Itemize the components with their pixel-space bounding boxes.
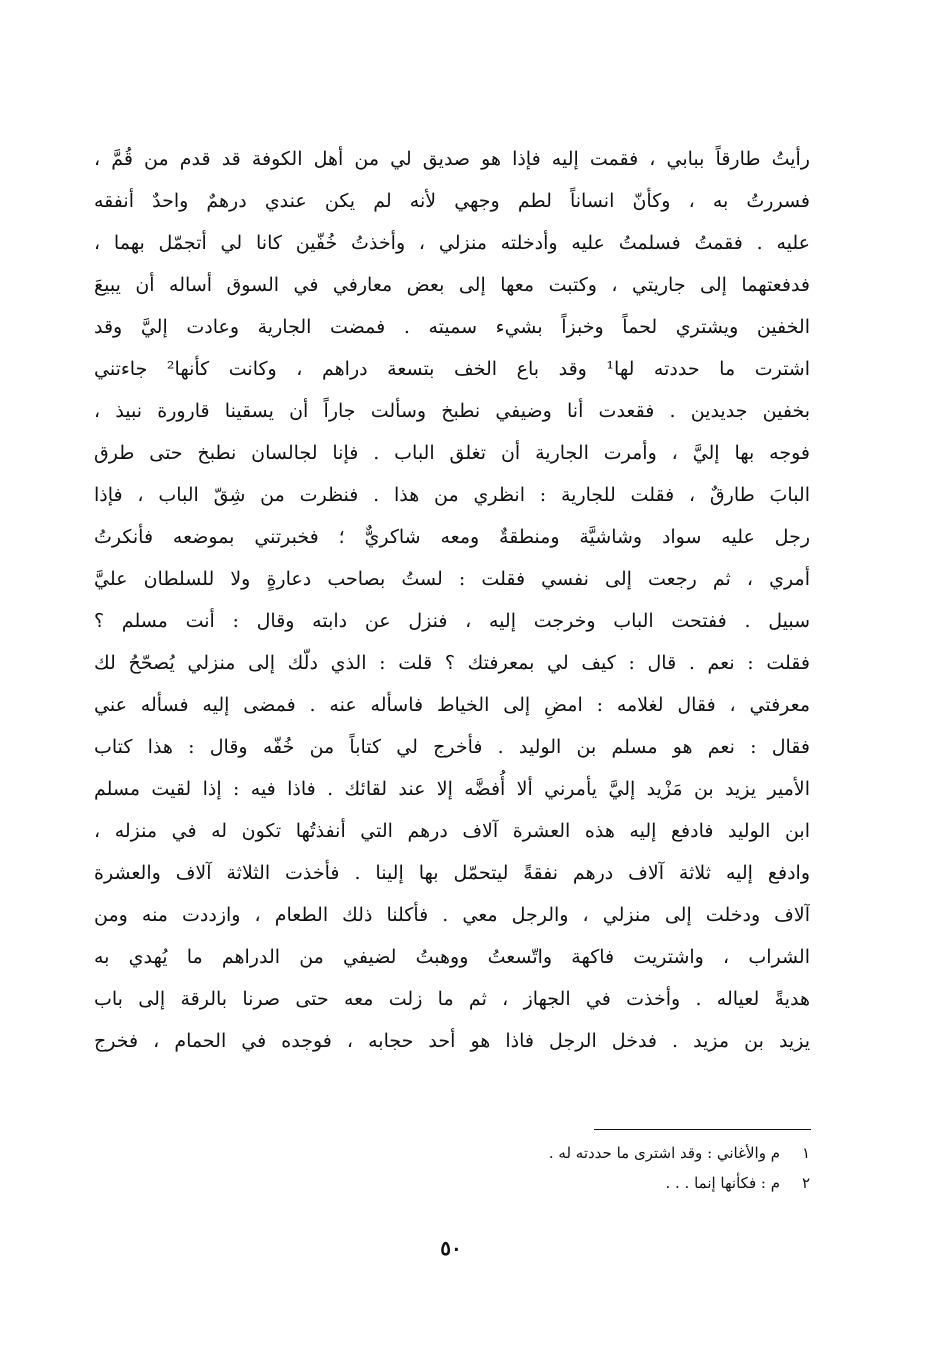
footnote-divider: [594, 1129, 811, 1130]
text-line: الشراب ، واشتريت فاكهة واتّسعتُ ووهبتُ لضيفي من الدراهم ما يُهدي به: [94, 946, 810, 968]
footnote-text: م : فكأنها إنما . . .: [665, 1174, 780, 1192]
footnote-number: ٢: [801, 1174, 810, 1192]
text-line: سبيل . ففتحت الباب وخرجت إليه ، فنزل عن دابته وقال : أنت مسلم ؟: [94, 610, 810, 632]
text-line: وادفع إليه ثلاثة آلاف درهم نفقةً ليتحمّل بها إلينا . فأخذت الثلاثة آلاف والعشرة: [94, 862, 810, 884]
footnote-number: ١: [801, 1144, 810, 1162]
text-line: بخفين جديدين . فقعدت أنا وضيفي نطبخ وسألت جاراً أن يسقينا قارورة نبيذ ،: [94, 400, 810, 422]
text-line: معرفتي ، فقال لغلامه : امضِ إلى الخياط فاسأله عنه . فمضى إليه فسأله عني: [94, 694, 810, 716]
text-line: الأمير يزيد بن مَزْيد إليَّ يأمرني ألا أُفضَّه إلا عند لقائك . فاذا فيه : إذا لقيت مسلم: [94, 778, 810, 800]
text-line: فدفعتهما إلى جاريتي ، وكتبت معها إلى بعض معارفي في السوق أساله أن يبيعَ: [94, 274, 810, 296]
text-line: فقال : نعم هو مسلم بن الوليد . فأخرج لي كتاباً من خُفّه وقال : هذا كتاب: [94, 736, 810, 758]
text-line: عليه . فقمتُ فسلمتُ عليه وأدخلته منزلي ، وأخذتُ خُفّين كانا لي أتجمّل بهما ،: [94, 232, 810, 254]
text-line: هديةً لعياله . وأخذت في الجهاز ، ثم ما زلت معه حتى صرنا بالرقة إلى باب: [94, 988, 810, 1010]
text-line: ابن الوليد فادفع إليه هذه العشرة آلاف درهم التي أنفذتُها تكون له في منزله ،: [94, 820, 810, 842]
footnote-2: [420, 1168, 810, 1198]
text-line: يزيد بن مزيد . فدخل الرجل فاذا هو أحد حجابه ، فوجده في الحمام ، فخرج: [94, 1030, 810, 1052]
text-line: فسررتُ به ، وكأنّ انساناً لطم وجهي لأنه لم يكن عندي درهمٌ واحدٌ أنفقه: [94, 190, 810, 212]
text-line: فقلت : نعم . قال : كيف لي بمعرفتك ؟ قلت : الذي دلّك إلى منزلي يُصحّحُ لك: [94, 652, 810, 674]
text-line: اشترت ما حددته لها¹ وقد باع الخف بتسعة دراهم ، وكانت كأنها² جاءتني: [94, 358, 810, 380]
text-line: البابَ طارقٌ ، فقلت للجارية : انظري من هذا . فنظرت من شِقّ الباب ، فإذا: [94, 484, 810, 506]
text-line: أمري ، ثم رجعت إلى نفسي فقلت : لستُ بصاحب دعارةٍ ولا للسلطان عليَّ: [94, 568, 810, 590]
body-text: [94, 138, 810, 1062]
page-number: ٥٠: [440, 1236, 462, 1260]
text-line: فوجه بها إليَّ ، وأمرت الجارية أن تغلق الباب . فإنا لجالسان نطبخ حتى طرق: [94, 442, 810, 464]
text-line: رجل عليه سواد وشاشيَّة ومنطقةٌ ومعه شاكريٌّ ؛ فخبرتني بموضعه فأنكرتُ: [94, 526, 810, 548]
text-line: آلاف ودخلت إلى منزلي ، والرجل معي . فأكلنا ذلك الطعام ، وازددت منه ومن: [94, 904, 810, 926]
footnote-1: [420, 1138, 810, 1168]
footnotes: [420, 1138, 810, 1198]
text-line: رأيتُ طارقاً ببابي ، فقمت إليه فإذا هو صديق لي من أهل الكوفة قد قدم من قُمَّ ،: [94, 148, 810, 170]
text-line: الخفين ويشتري لحماً وخبزاً بشيء سميته . فمضت الجارية وعادت إليَّ وقد: [94, 316, 810, 338]
footnote-text: م والأغاني : وقد اشترى ما حددته له .: [548, 1144, 780, 1162]
